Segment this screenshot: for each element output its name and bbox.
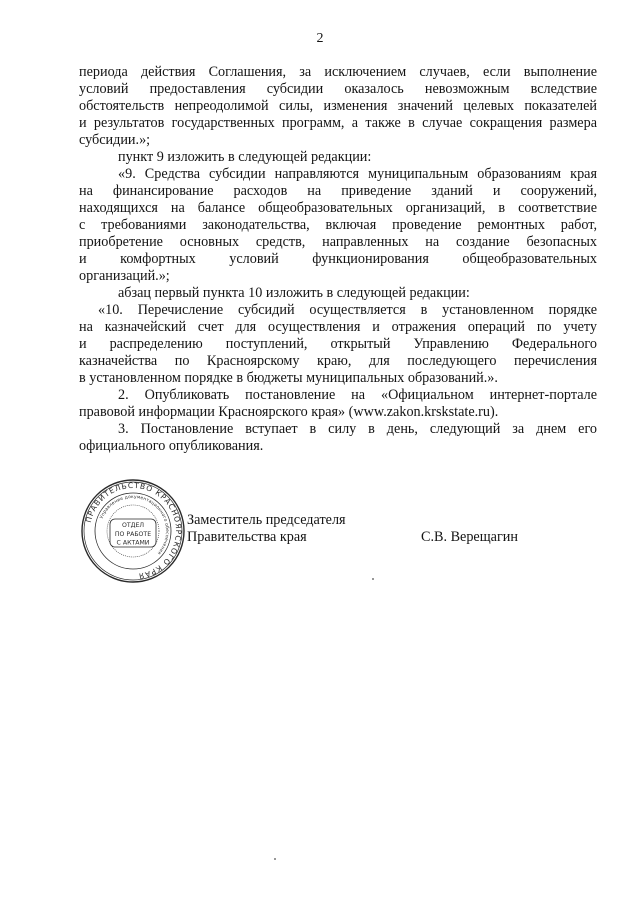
body-line-7: «9. Средства субсидии направляются муниципальным образованиям края: [118, 166, 597, 182]
body-line-15: «10. Перечисление субсидий осуществляется в установленном порядке: [98, 302, 597, 318]
body-line-16: на казначейский счет для осуществления и отражения операций по учету: [79, 319, 597, 335]
body-line-23: официального опубликования.: [79, 438, 264, 454]
body-line-9: находящихся на балансе общеобразовательных организаций, в соответствие: [79, 200, 597, 216]
official-seal-stamp: [80, 478, 186, 584]
seal-center-line-1: ОТДЕЛ: [121, 522, 145, 529]
body-line-18: казначейства по Красноярскому краю, для последующего перечисления: [79, 353, 597, 369]
body-line-4: и результатов государственных программ, а также в случае сокращения размера: [79, 115, 597, 131]
body-line-19: в установленном порядке в бюджеты муниципальных образований.».: [79, 370, 498, 386]
body-line-13: организаций.»;: [79, 268, 170, 284]
signatory-name: С.В. Верещагин: [421, 529, 518, 545]
body-line-17: и распределению поступлений, открытый Управлению Федерального: [79, 336, 597, 352]
body-line-21: правовой информации Красноярского края» (www.zakon.krskstate.ru).: [79, 404, 499, 420]
body-line-12: и комфортных условий функционирования общеобразовательных: [79, 251, 597, 267]
body-line-5: субсидии.»;: [79, 132, 151, 148]
signatory-title-line-2: Правительства края: [187, 529, 307, 545]
seal-inner-text: Управление документационного обеспечения: [99, 494, 170, 556]
body-line-3: обстоятельств непреодолимой силы, изменения значений целевых показателей: [79, 98, 597, 114]
body-line-8: на финансирование расходов на приведение зданий и сооружений,: [79, 183, 597, 199]
body-line-1: периода действия Соглашения, за исключением случаев, если выполнение: [79, 64, 597, 80]
body-line-20: 2. Опубликовать постановление на «Официальном интернет-портале: [118, 387, 597, 403]
body-line-10: с требованиями законодательства, включая проведение ремонтных работ,: [79, 217, 597, 233]
body-line-22: 3. Постановление вступает в силу в день, следующий за днем его: [118, 421, 597, 437]
body-line-2: условий предоставления субсидии оказалось невозможным вследствие: [79, 81, 597, 97]
seal-center-line-2: ПО РАБОТЕ: [114, 531, 152, 538]
body-line-14: абзац первый пункта 10 изложить в следующей редакции:: [118, 285, 470, 301]
body-line-6: пункт 9 изложить в следующей редакции:: [118, 149, 372, 165]
seal-center-line-3: С АКТАМИ: [116, 539, 150, 547]
scan-speck: [274, 858, 276, 860]
page-number: 2: [316, 31, 324, 46]
signatory-title-line-1: Заместитель председателя: [187, 512, 346, 528]
seal-outer-text: ПРАВИТЕЛЬСТВО КРАСНОЯРСКОГО КРАЯ: [83, 480, 184, 581]
body-line-11: приобретение основных средств, направленных на создание безопасных: [79, 234, 597, 250]
scan-speck: [372, 578, 374, 580]
